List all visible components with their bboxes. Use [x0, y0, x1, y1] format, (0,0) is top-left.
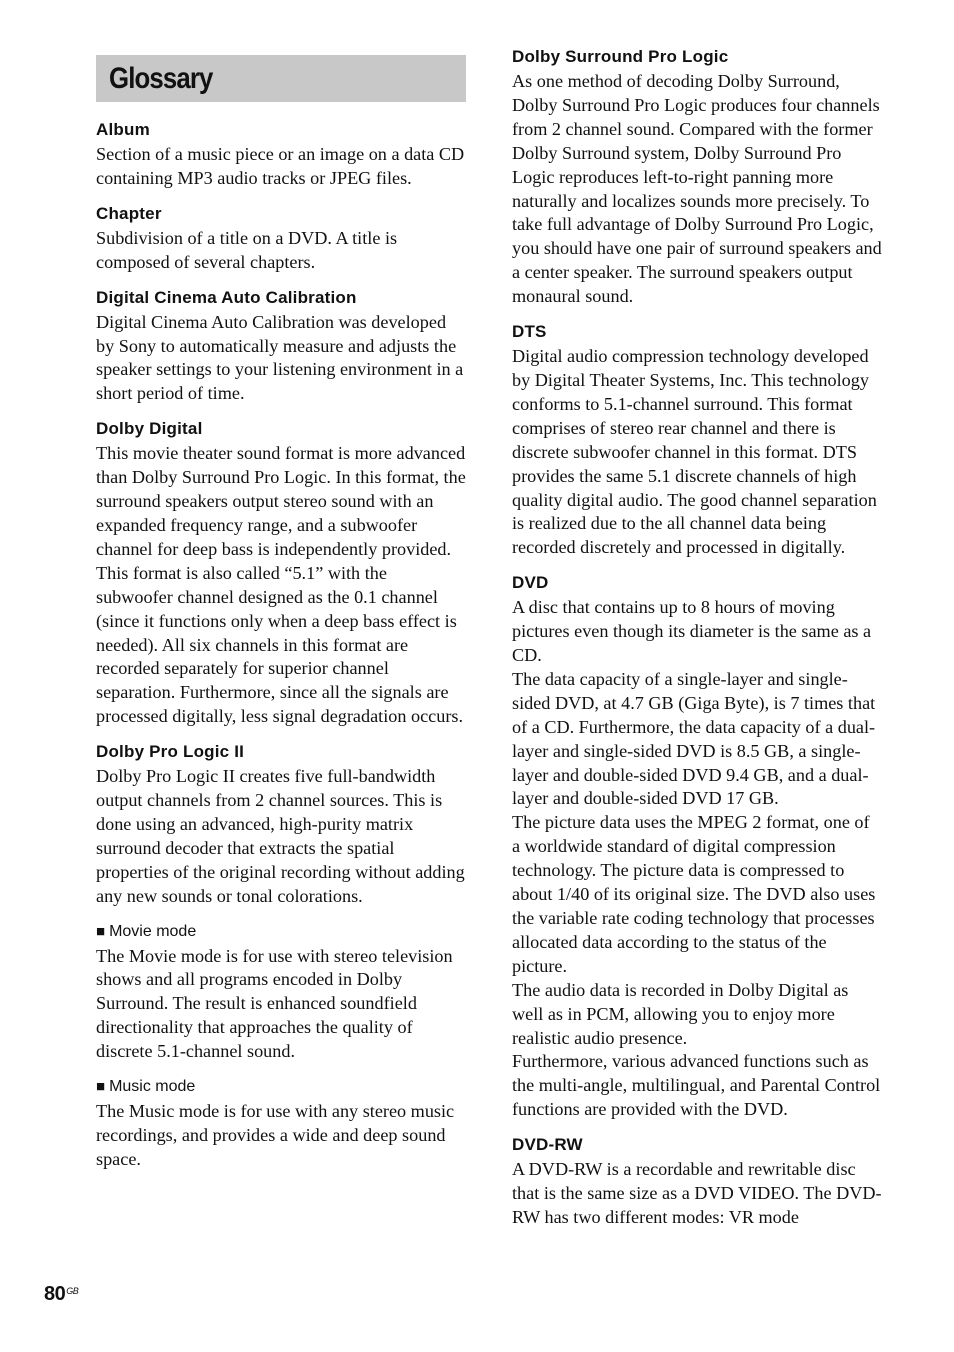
definition [96, 442, 466, 729]
definition-paragraph: As one method of decoding Dolby Surround, Dolby Surround Pro Logic produces four channels from 2 channel sound. Compared with the former Dolby Surround system, Dolby Surround Pro Logic reproduces left-to-right panning more naturally and localizes sounds more precisely. To take full advantage of Dolby Surround Pro Logic, you should have one pair of surround speakers and a center speaker. The surround speakers output monaural sound. [512, 71, 882, 307]
glossary-entry [512, 46, 882, 309]
term-dolby-surround-pro-logic: Dolby Surround Pro Logic [512, 47, 729, 66]
term-dvd: DVD [512, 573, 549, 593]
definition-paragraph: Section of a music piece or an image on a data CD containing MP3 audio tracks or JPEG files. [96, 144, 465, 188]
glossary-entry [96, 418, 466, 729]
term-digital-cinema-auto-calibration: Digital Cinema Auto Calibration [96, 287, 357, 307]
definition [96, 765, 466, 908]
right-column [512, 46, 882, 1242]
definition [96, 143, 466, 191]
definition-paragraph: Dolby Pro Logic II creates five full-bandwidth output channels from 2 channel sources. This is done using an advanced, high-purity matrix surround decoder that extracts the spatial properties of the original recording without adding any new sounds or tonal colorations. [96, 766, 465, 906]
glossary-title-bar [96, 55, 466, 102]
definition-paragraph: The data capacity of a single-layer and single-sided DVD, at 4.7 GB (Giga Byte), is 7 times that of a CD. Furthermore, the data capacity of a dual-layer and single-sided DVD is 8.5 GB, a single-layer and double-sided DVD 9.4 GB, and a dual-layer and double-sided DVD 17 GB. [512, 668, 876, 809]
definition-paragraph: A disc that contains up to 8 hours of moving pictures even though its diameter is the same as a CD. [512, 597, 872, 666]
page-number-value: 80 [44, 1283, 66, 1305]
sub-term-label: Movie mode [109, 922, 197, 940]
definition-paragraph: The Movie mode is for use with stereo television shows and all programs encoded in Dolby Surround. The result is enhanced soundfield directionality that approaches the quality of discrete 5.1-channel sound. [96, 945, 453, 1062]
definition-paragraph: Furthermore, various advanced functions such as the multi-angle, multilingual, and Parental Control functions are provided with the DVD. [512, 1051, 881, 1120]
definition [96, 1100, 466, 1172]
definition [512, 596, 882, 1122]
definition [512, 345, 882, 560]
sub-term-movie-mode [96, 921, 466, 943]
page-number-suffix: GB [66, 1286, 79, 1296]
glossary-entry [96, 119, 466, 191]
definition-paragraph: The picture data uses the MPEG 2 format, one of a worldwide standard of digital compression technology. The picture data is compressed to about 1/40 of its original size. The DVD also uses the variable rate coding technology that processes allocated data according to the status of the picture. [512, 812, 876, 976]
definition-paragraph: The Music mode is for use with any stereo music recordings, and provides a wide and deep sound space. [96, 1101, 455, 1169]
glossary-entry [512, 1134, 882, 1230]
definition-paragraph: Digital audio compression technology developed by Digital Theater Systems, Inc. This technology conforms to 5.1-channel surround. This format comprises of stereo rear channel and there is discrete subwoofer channel in this format. DTS provides the same 5.1 discrete channels of high quality digital audio. The good channel separation is realized due to the all channel data being recorded discretely and processed in digitally. [512, 346, 877, 558]
sub-term-label: Music mode [109, 1078, 196, 1096]
definition-paragraph: This movie theater sound format is more advanced than Dolby Surround Pro Logic. In this format, the surround speakers output stereo sound with an expanded frequency range, and a subwoofer channel for deep bass is independently provided. This format is also called “5.1” with the subwoofer channel designed as the 0.1 channel (since it functions only when a deep bass effect is needed). All six channels in this format are recorded separately for superior channel separation. Furthermore, since all the signals are processed digitally, less signal degradation occurs. [96, 443, 466, 727]
glossary-entry [96, 921, 466, 1065]
definition-paragraph: Subdivision of a title on a DVD. A title is composed of several chapters. [96, 227, 398, 272]
glossary-entry [96, 203, 466, 275]
left-column [96, 55, 466, 1184]
term-album: Album [96, 120, 150, 139]
glossary-entry [512, 572, 882, 1122]
page-title: Glossary [109, 61, 213, 95]
definition-paragraph: Digital Cinema Auto Calibration was developed by Sony to automatically measure and adjusts the speaker settings to your listening environment in a short period of time. [96, 311, 464, 404]
term-dts: DTS [512, 322, 547, 342]
definition [96, 311, 466, 407]
definition [512, 70, 882, 309]
glossary-entry [96, 287, 466, 407]
definition [512, 1158, 882, 1230]
sub-term-music-mode [96, 1076, 466, 1098]
definition-paragraph: The audio data is recorded in Dolby Digital as well as in PCM, allowing you to enjoy more realistic audio presence. [512, 979, 849, 1048]
page-number [44, 1283, 78, 1306]
square-bullet-icon: ■ [96, 922, 106, 940]
left-entries [96, 119, 466, 1172]
definition [96, 945, 466, 1065]
term-dolby-pro-logic-ii: Dolby Pro Logic II [96, 742, 245, 762]
definition [96, 227, 466, 275]
square-bullet-icon: ■ [96, 1078, 106, 1096]
term-chapter: Chapter [96, 203, 162, 223]
term-dolby-digital: Dolby Digital [96, 419, 203, 439]
definition-paragraph: A DVD-RW is a recordable and rewritable disc that is the same size as a DVD VIDEO. The DVD-RW has two different modes: VR mode [512, 1159, 882, 1227]
term-dvd-rw: DVD-RW [512, 1135, 583, 1155]
right-entries [512, 46, 882, 1230]
glossary-entry [96, 1076, 466, 1172]
glossary-entry [96, 741, 466, 908]
glossary-entry [512, 321, 882, 560]
